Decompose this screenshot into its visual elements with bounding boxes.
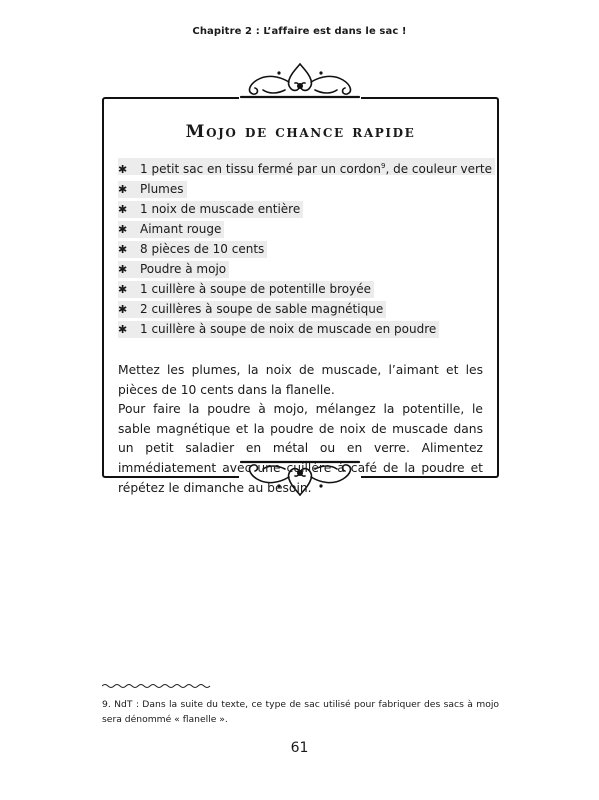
list-item <box>118 218 495 238</box>
instruction-paragraph: Mettez les plumes, la noix de muscade, l’aimant et les pièces de 10 cents dans la flanelle. <box>118 363 483 397</box>
list-item <box>118 258 495 278</box>
asterisk-bullet-icon: ✱ <box>118 283 128 296</box>
ingredient-text: Aimant rouge <box>140 222 222 236</box>
list-item <box>118 318 495 338</box>
ingredient-text: 1 noix de muscade entière <box>140 202 301 216</box>
asterisk-bullet-icon: ✱ <box>118 163 128 176</box>
list-item <box>118 278 495 298</box>
asterisk-bullet-icon: ✱ <box>118 223 128 236</box>
ingredient-text-after: , de couleur verte <box>385 162 493 176</box>
ingredient-text: 1 cuillère à soupe de potentille broyée <box>140 282 371 296</box>
asterisk-bullet-icon: ✱ <box>118 303 128 316</box>
list-item <box>118 158 495 178</box>
footnote-wavy-rule <box>102 682 212 690</box>
page-number: 61 <box>290 740 309 756</box>
ingredient-text: 2 cuillères à soupe de sable magnétique <box>140 302 384 316</box>
footnote: 9. NdT : Dans la suite du texte, ce type de sac utilisé pour fabriquer des sacs à mojo sera dénommé « flanelle ». <box>102 699 499 725</box>
recipe-title: Mojo de chance rapide <box>185 122 416 142</box>
list-item <box>118 178 495 198</box>
list-item <box>118 198 495 218</box>
instruction-paragraph: Pour faire la poudre à mojo, mélangez la potentille, le sable magnétique et la poudre de noix de muscade dans un petit saladier en métal ou en verre. Alimentez immédiatement avec une cuillère à café de la poudre et répétez le dimanche au besoin. <box>118 402 483 495</box>
asterisk-bullet-icon: ✱ <box>118 323 128 336</box>
ingredient-text: 1 petit sac en tissu fermé par un cordon <box>140 162 381 176</box>
recipe-instructions <box>118 361 483 498</box>
ingredient-text: 8 pièces de 10 cents <box>140 242 265 256</box>
ingredient-text: 1 cuillère à soupe de noix de muscade en poudre <box>140 322 437 336</box>
asterisk-bullet-icon: ✱ <box>118 243 128 256</box>
list-item <box>118 238 495 258</box>
list-item <box>118 298 495 318</box>
asterisk-bullet-icon: ✱ <box>118 263 128 276</box>
top-flourish-ornament <box>239 60 361 102</box>
asterisk-bullet-icon: ✱ <box>118 183 128 196</box>
ingredient-text: Plumes <box>140 182 184 196</box>
running-header: Chapitre 2 : L’affaire est dans le sac ! <box>192 26 407 37</box>
ingredient-list <box>118 158 495 338</box>
footnote-ref: 9 <box>380 162 386 170</box>
asterisk-bullet-icon: ✱ <box>118 203 128 216</box>
ingredient-text: Poudre à mojo <box>140 262 227 276</box>
